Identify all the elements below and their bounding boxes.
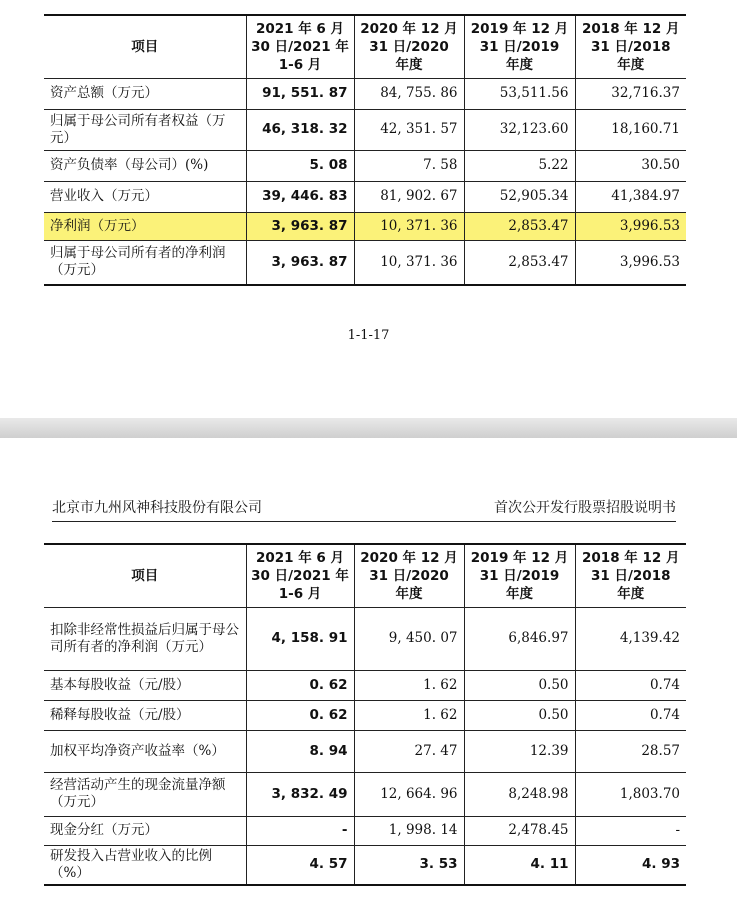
value-2021-h1: - bbox=[246, 816, 354, 845]
header-line: 2020 年 12 月 bbox=[360, 549, 458, 566]
header-line: 2020 年 12 月 bbox=[360, 20, 458, 37]
header-2019 bbox=[464, 15, 575, 78]
header-line: 2021 年 6 月 bbox=[255, 549, 345, 566]
value-2019: 5.22 bbox=[464, 150, 575, 181]
value-2021-h1: 46, 318. 32 bbox=[246, 109, 354, 150]
document-title: 首次公开发行股票招股说明书 bbox=[494, 500, 676, 516]
header-line: 2018 年 12 月 bbox=[582, 549, 680, 566]
value-2019: 4. 11 bbox=[464, 845, 575, 885]
row-label: 研发投入占营业收入的比例（%） bbox=[44, 845, 246, 885]
table-row bbox=[44, 150, 686, 181]
row-label: 资产总额（万元） bbox=[44, 78, 246, 109]
value-2018: 3,996.53 bbox=[575, 212, 686, 240]
value-2019: 52,905.34 bbox=[464, 181, 575, 212]
value-2020: 10, 371. 36 bbox=[354, 240, 464, 285]
header-line: 31 日/2019 bbox=[479, 567, 560, 584]
row-label: 现金分红（万元） bbox=[44, 816, 246, 845]
header-2018 bbox=[575, 544, 686, 607]
value-2021-h1: 3, 963. 87 bbox=[246, 212, 354, 240]
value-2018: 18,160.71 bbox=[575, 109, 686, 150]
value-2018: 30.50 bbox=[575, 150, 686, 181]
value-2018: 3,996.53 bbox=[575, 240, 686, 285]
value-2020: 1. 62 bbox=[354, 670, 464, 700]
value-2018: 0.74 bbox=[575, 700, 686, 730]
header-line: 2019 年 12 月 bbox=[470, 549, 569, 566]
header-line: 年度 bbox=[395, 585, 423, 602]
header-line: 30 日/2021 年 bbox=[251, 567, 349, 584]
value-2021-h1: 4, 158. 91 bbox=[246, 607, 354, 670]
value-2019: 2,853.47 bbox=[464, 240, 575, 285]
value-2019: 0.50 bbox=[464, 670, 575, 700]
value-2021-h1: 0. 62 bbox=[246, 700, 354, 730]
value-2018: 41,384.97 bbox=[575, 181, 686, 212]
header-line: 30 日/2021 年 bbox=[251, 38, 349, 55]
header-2021-h1 bbox=[246, 544, 354, 607]
value-2021-h1: 4. 57 bbox=[246, 845, 354, 885]
table-row bbox=[44, 78, 686, 109]
header-line: 1-6 月 bbox=[278, 585, 322, 602]
value-2021-h1: 0. 62 bbox=[246, 670, 354, 700]
header-line: 1-6 月 bbox=[278, 56, 322, 73]
row-label: 加权平均净资产收益率（%） bbox=[44, 730, 246, 772]
value-2020: 84, 755. 86 bbox=[354, 78, 464, 109]
table-row bbox=[44, 845, 686, 885]
value-2019: 8,248.98 bbox=[464, 772, 575, 816]
value-2021-h1: 5. 08 bbox=[246, 150, 354, 181]
value-2021-h1: 3, 832. 49 bbox=[246, 772, 354, 816]
value-2020: 81, 902. 67 bbox=[354, 181, 464, 212]
value-2019: 32,123.60 bbox=[464, 109, 575, 150]
prospectus-page-upper bbox=[0, 0, 737, 418]
header-line: 年度 bbox=[395, 56, 423, 73]
financial-table-2 bbox=[44, 543, 686, 886]
table-row bbox=[44, 109, 686, 150]
header-line: 年度 bbox=[617, 585, 645, 602]
value-2021-h1: 8. 94 bbox=[246, 730, 354, 772]
header-line: 2018 年 12 月 bbox=[582, 20, 680, 37]
value-2021-h1: 39, 446. 83 bbox=[246, 181, 354, 212]
row-label: 经营活动产生的现金流量净额（万元） bbox=[44, 772, 246, 816]
value-2019: 6,846.97 bbox=[464, 607, 575, 670]
header-line: 2021 年 6 月 bbox=[255, 20, 345, 37]
value-2020: 9, 450. 07 bbox=[354, 607, 464, 670]
row-label: 归属于母公司所有者的净利润（万元） bbox=[44, 240, 246, 285]
value-2018: 28.57 bbox=[575, 730, 686, 772]
header-2019 bbox=[464, 544, 575, 607]
financial-table-1 bbox=[44, 14, 686, 286]
value-2021-h1: 3, 963. 87 bbox=[246, 240, 354, 285]
row-label: 资产负债率（母公司）(%) bbox=[44, 150, 246, 181]
table-row bbox=[44, 670, 686, 700]
table-header-row bbox=[44, 544, 686, 607]
value-2020: 12, 664. 96 bbox=[354, 772, 464, 816]
value-2020: 1. 62 bbox=[354, 700, 464, 730]
table-row bbox=[44, 772, 686, 816]
header-item: 项目 bbox=[44, 544, 246, 607]
page-number: 1-1-17 bbox=[347, 328, 390, 343]
row-label: 归属于母公司所有者权益（万元） bbox=[44, 109, 246, 150]
value-2018: - bbox=[575, 816, 686, 845]
header-line: 年度 bbox=[506, 585, 533, 602]
header-2021-h1 bbox=[246, 15, 354, 78]
value-2018: 4. 93 bbox=[575, 845, 686, 885]
table-header-row bbox=[44, 15, 686, 78]
table-row bbox=[44, 730, 686, 772]
header-2020 bbox=[354, 15, 464, 78]
row-label: 营业收入（万元） bbox=[44, 181, 246, 212]
row-label: 净利润（万元） bbox=[44, 212, 246, 240]
value-2018: 0.74 bbox=[575, 670, 686, 700]
value-2020: 42, 351. 57 bbox=[354, 109, 464, 150]
table-row bbox=[44, 816, 686, 845]
table-row bbox=[44, 181, 686, 212]
running-header bbox=[52, 497, 676, 522]
company-name: 北京市九州风神科技股份有限公司 bbox=[52, 500, 262, 516]
header-line: 31 日/2020 bbox=[369, 567, 449, 584]
header-line: 2019 年 12 月 bbox=[470, 20, 569, 37]
value-2019: 0.50 bbox=[464, 700, 575, 730]
header-2020 bbox=[354, 544, 464, 607]
page-separator bbox=[0, 418, 737, 438]
value-2020: 10, 371. 36 bbox=[354, 212, 464, 240]
header-line: 31 日/2019 bbox=[479, 38, 560, 55]
value-2019: 2,853.47 bbox=[464, 212, 575, 240]
row-label: 稀释每股收益（元/股） bbox=[44, 700, 246, 730]
value-2019: 53,511.56 bbox=[464, 78, 575, 109]
value-2018: 1,803.70 bbox=[575, 772, 686, 816]
value-2018: 32,716.37 bbox=[575, 78, 686, 109]
table-row-highlighted bbox=[44, 212, 686, 240]
value-2020: 1, 998. 14 bbox=[354, 816, 464, 845]
table-row bbox=[44, 240, 686, 285]
value-2019: 2,478.45 bbox=[464, 816, 575, 845]
value-2018: 4,139.42 bbox=[575, 607, 686, 670]
header-line: 年度 bbox=[617, 56, 645, 73]
row-label: 基本每股收益（元/股） bbox=[44, 670, 246, 700]
header-line: 年度 bbox=[506, 56, 533, 73]
value-2020: 27. 47 bbox=[354, 730, 464, 772]
header-line: 31 日/2018 bbox=[591, 38, 671, 55]
header-line: 31 日/2018 bbox=[591, 567, 671, 584]
header-item: 项目 bbox=[44, 15, 246, 78]
row-label: 扣除非经常性损益后归属于母公司所有者的净利润（万元） bbox=[44, 607, 246, 670]
value-2019: 12.39 bbox=[464, 730, 575, 772]
table-row bbox=[44, 607, 686, 670]
header-line: 31 日/2020 bbox=[369, 38, 449, 55]
value-2020: 3. 53 bbox=[354, 845, 464, 885]
value-2020: 7. 58 bbox=[354, 150, 464, 181]
table-row bbox=[44, 700, 686, 730]
value-2021-h1: 91, 551. 87 bbox=[246, 78, 354, 109]
header-2018 bbox=[575, 15, 686, 78]
